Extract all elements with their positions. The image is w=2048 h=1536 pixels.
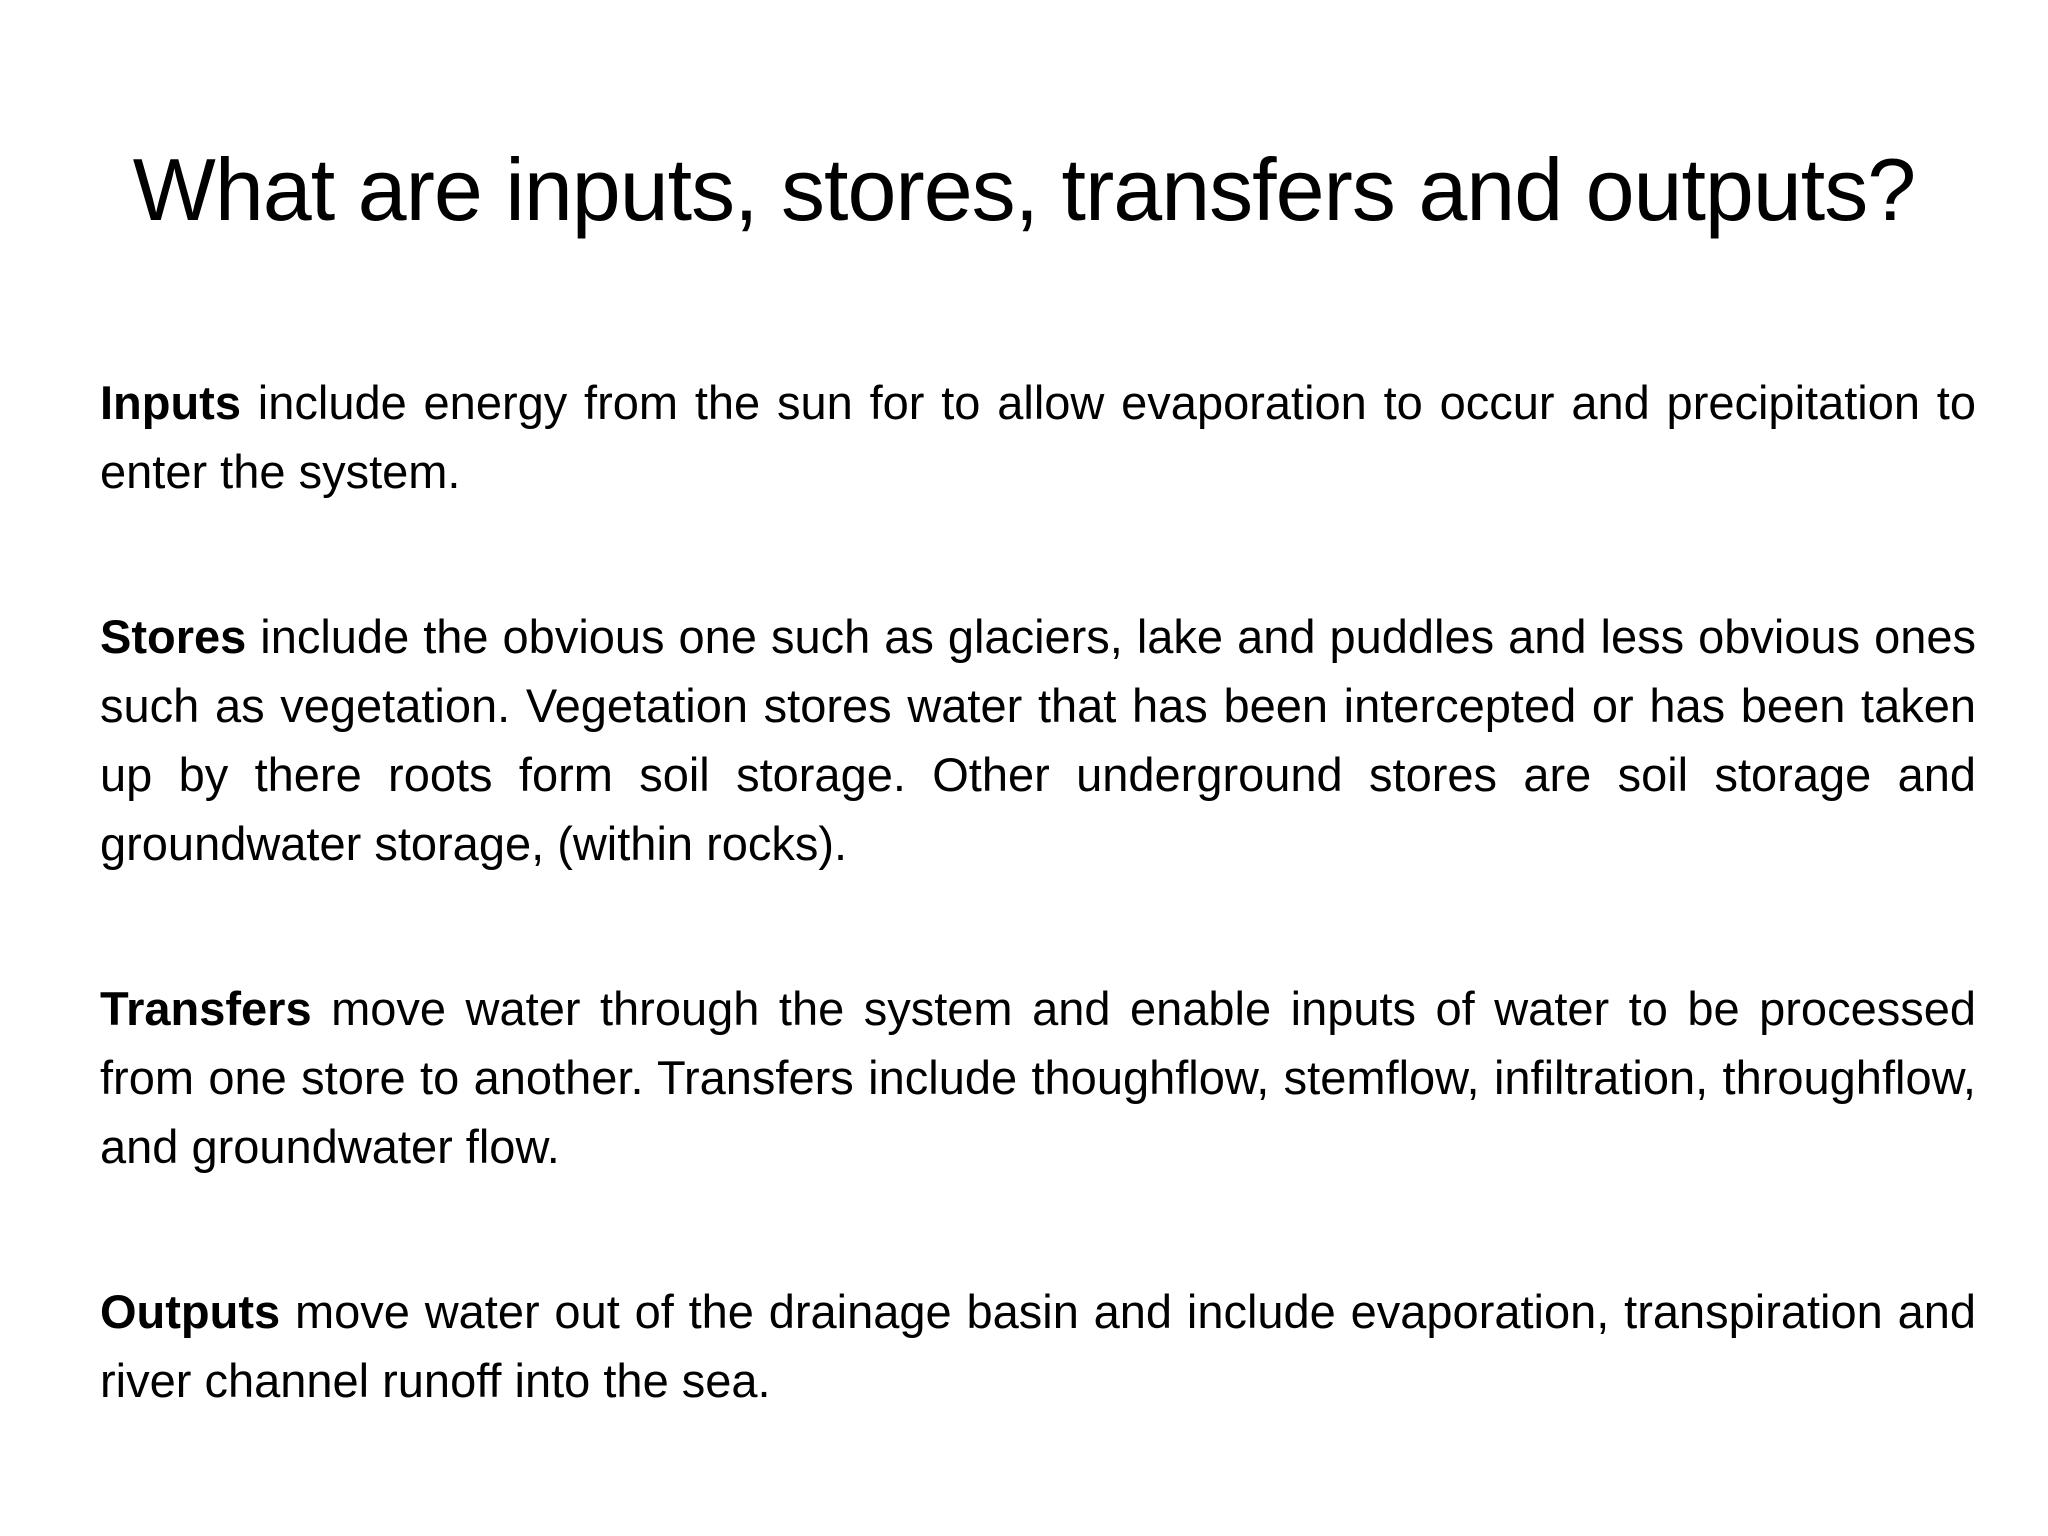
paragraph-inputs-text: include energy from the sun for to allow evaporation to occur and precipitation to enter the system.: [100, 376, 1976, 498]
paragraph-transfers-text: move water through the system and enable inputs of water to be processed from one store to another. Transfers include thoughflow, stemflow, infiltration, throughflow, and groundwater flow.: [100, 982, 1976, 1173]
paragraph-outputs-text: move water out of the drainage basin and include evaporation, transpiration and river channel runoff into the sea.: [100, 1285, 1976, 1407]
paragraph-stores-text: include the obvious one such as glaciers, lake and puddles and less obvious ones such as vegetation. Vegetation stores water that has been intercepted or has been taken up by there roots form soil storage. Other underground stores are soil storage and groundwater storage, (within rocks).: [100, 610, 1976, 870]
paragraph-inputs: [100, 368, 1976, 506]
term-inputs: Inputs: [100, 376, 241, 429]
term-stores: Stores: [100, 610, 247, 663]
paragraph-outputs: [100, 1277, 1976, 1415]
term-outputs: Outputs: [100, 1285, 281, 1338]
paragraph-transfers: [100, 974, 1976, 1181]
paragraph-stores: [100, 602, 1976, 878]
slide-body: [100, 368, 1976, 1415]
term-transfers: Transfers: [100, 982, 312, 1035]
slide-title: What are inputs, stores, transfers and outputs?: [132, 140, 1916, 239]
